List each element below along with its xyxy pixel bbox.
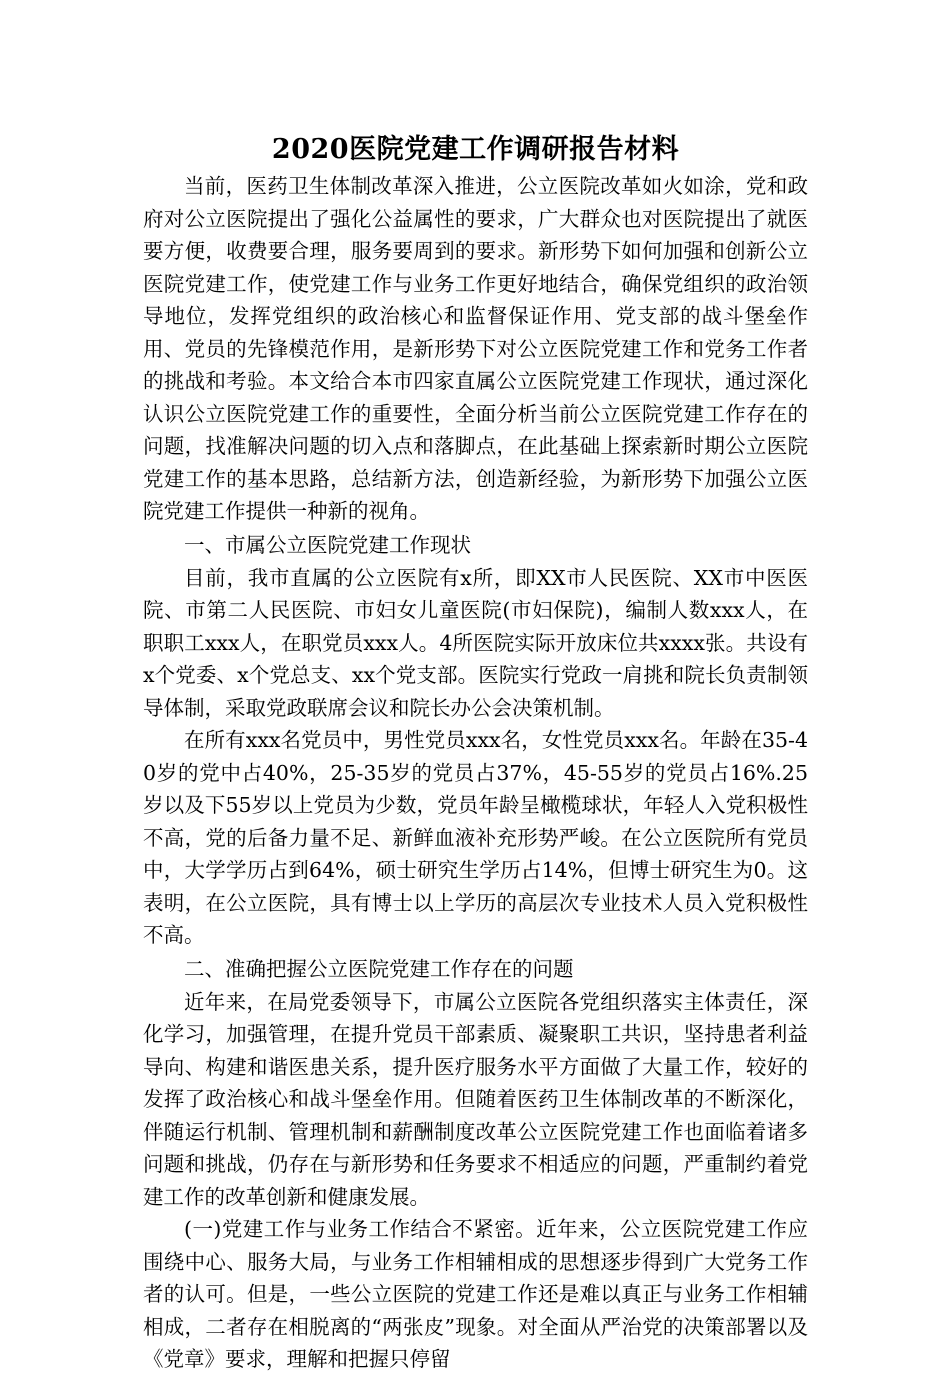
- paragraph-problems-overview: 近年来，在局党委领导下，市属公立医院各党组织落实主体责任，深化学习，加强管理，在提升党员干部素质、凝聚职工共识，坚持患者利益导向、构建和谐医患关系，提升医疗服务水平方面做了大量工作，较好的发挥了政治核心和战斗堡垒作用。但随着医药卫生体制改革的不断深化，伴随运行机制、管理机制和薪酬制度改革公立医院党建工作也面临着诸多问题和挑战，仍存在与新形势和任务要求不相适应的问题，严重制约着党建工作的改革创新和健康发展。: [143, 989, 808, 1209]
- section-heading-1: 一、市属公立医院党建工作现状: [184, 532, 471, 557]
- paragraph-member-stats: 在所有xxx名党员中，男性党员xxx名，女性党员xxx名。年龄在35-40岁的党中占40%，25-35岁的党员占37%，45-55岁的党员占16%.25岁以及下55岁以上党员为少数，党员年龄呈橄榄球状，年轻人入党积极性不高，党的后备力量不足、新鲜血液补充形势严峻。在公立医院所有党员中，大学学历占到64%，硕士研究生学历占14%，但博士研究生为0。这表明，在公立医院，具有博士以上学历的高层次专业技术人员入党积极性不高。: [143, 728, 808, 947]
- section-heading-2: 二、准确把握公立医院党建工作存在的问题: [184, 956, 574, 981]
- paragraph-problem-1: (一)党建工作与业务工作结合不紧密。近年来，公立医院党建工作应围绕中心、服务大局，与业务工作相辅相成的思想逐步得到广大党务工作者的认可。但是，一些公立医院的党建工作还是难以真正与业务工作相辅相成，二者存在相脱离的“两张皮”现象。对全面从严治党的决策部署以及《党章》要求，理解和把握只停留: [143, 1217, 808, 1371]
- document-page: [143, 130, 808, 1376]
- paragraph-current-status: 目前，我市直属的公立医院有x所，即XX市人民医院、XX市中医医院、市第二人民医院、市妇女儿童医院(市妇保院)，编制人数xxx人，在职职工xxx人，在职党员xxx人。4所医院实际开放床位共xxxx张。共设有x个党委、x个党总支、xx个党支部。医院实行党政一肩挑和院长负责制领导体制，采取党政联席会议和院长办公会决策机制。: [143, 565, 808, 720]
- document-title: 2020医院党建工作调研报告材料: [271, 134, 680, 165]
- paragraph-intro: 当前，医药卫生体制改革深入推进，公立医院改革如火如涂，党和政府对公立医院提出了强化公益属性的要求，广大群众也对医院提出了就医要方便，收费要合理，服务要周到的要求。新形势下如何加强和创新公立医院党建工作，使党建工作与业务工作更好地结合，确保党组织的政治领导地位，发挥党组织的政治核心和监督保证作用、党支部的战斗堡垒作用、党员的先锋模范作用，是新形势下对公立医院党建工作和党务工作者的挑战和考验。本文给合本市四家直属公立医院党建工作现状，通过深化认识公立医院党建工作的重要性，全面分析当前公立医院党建工作存在的问题，找准解决问题的切入点和落脚点，在此基础上探索新时期公立医院党建工作的基本思路，总结新方法，创造新经验，为新形势下加强公立医院党建工作提供一种新的视角。: [143, 174, 808, 523]
